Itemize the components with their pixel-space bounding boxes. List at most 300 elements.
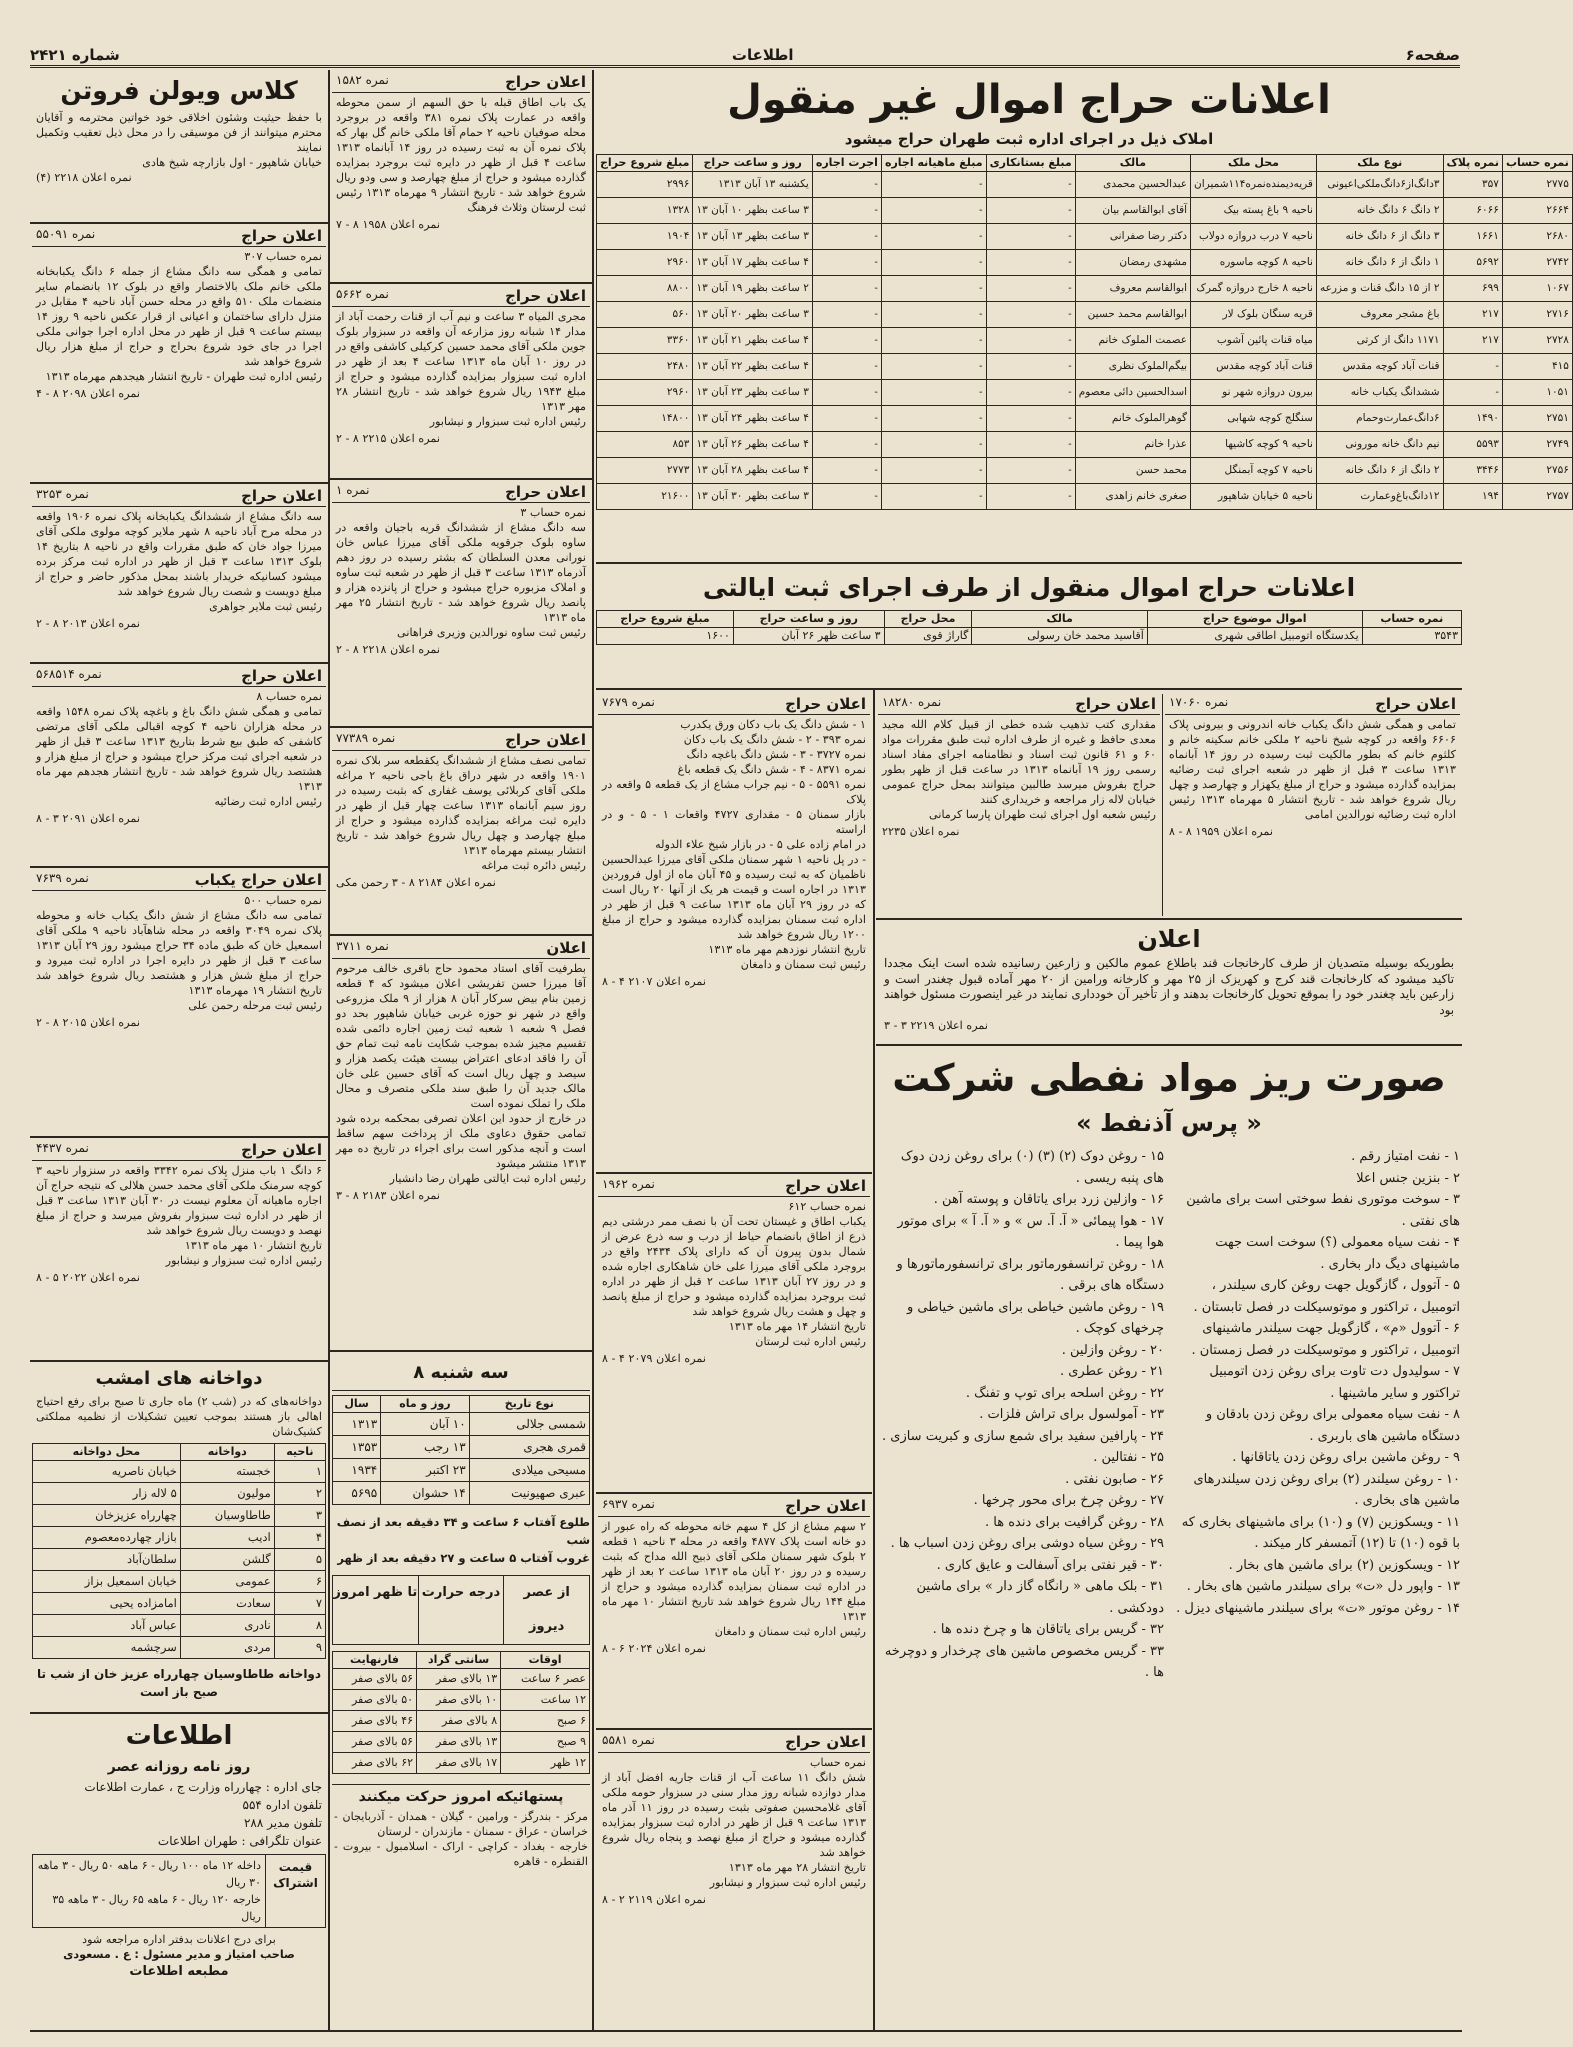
- table-row: [33, 1505, 326, 1527]
- realestate-cell: -: [812, 276, 881, 302]
- table-row: [597, 198, 1573, 224]
- realestate-header: روز و ساعت حراج: [693, 155, 812, 172]
- ad-a1: اعلان حراج نمره ۵۵۰۹۱ نمره حساب ۳۰۷ تمامی و همگی سه دانگ مشاع از جمله ۶ دانگ یکبابخانه ملکی خانم ملک بالاختصار واقع در بلوک ۱۲ بانضمام سایر منضمات ملک ۵۱۰ واقع در محله حسن آباد ناحیه ۴ مقابل در منزل دارای ساختمان و اعیانی از قرار عکس ناحیه ۹ روز ۱۴ بیستم ساعت ۹ قبل از ظهر در محل اداره اجرا جوانی ملکی اجرا در جای خود شروع بحراج و حراج از مبلغ هزار ریال شروع خواهد شد رئیس اداره ثبت طهران - تاریخ انتشار هیجدهم مهرماه ۱۳۱۳ نمره اعلان ۲۰۹۸ ۸ - ۴: [32, 226, 326, 478]
- pharmacy-header: ناحیه: [274, 1444, 325, 1461]
- pharmacy-cell: سلطان‌آباد: [33, 1549, 181, 1571]
- table-row: [333, 1413, 590, 1436]
- movable-cell: ۳ ساعت ظهر ۲۶ آبان: [733, 628, 884, 645]
- table-row: [33, 1637, 326, 1659]
- pharmacy-cell: خیابان اسمعیل بزاز: [33, 1571, 181, 1593]
- movable-header: روز و ساعت حراج: [733, 611, 884, 628]
- realestate-cell: عذرا خانم: [1075, 432, 1190, 458]
- realestate-cell: ۲۷۷۵: [1502, 172, 1572, 198]
- realestate-cell: ۶۰۶۶: [1443, 198, 1502, 224]
- ad-c2: اعلان حراج نمره ۱۸۲۸۰ مقداری کتب تذهیب شده خطی از قبیل کلام الله مجید معدی حافظ و غیره از طرف اداره ثبت طبق مقررات مواد ۶۰ و ۶۱ قانون ثبت اسناد و نظامنامه اجرای مفاد اسناد رسمی روز ۱۹ آبانماه ۱۳۱۳ در ساعت قبل از ظهر بطور حراج بفروش میرسد طالبین میتوانند بمحل حراج عمومی خیابان لاله زار مراجعه و خریداری کنند رئیس شعبه اول اجرای ثبت طهران پارسا کرمانی نمره اعلان ۲۲۳۵: [878, 694, 1160, 916]
- realestate-cell: ۲۴۸۰: [597, 354, 693, 380]
- realestate-section: [596, 72, 1569, 562]
- table-row: [333, 1753, 590, 1774]
- temperature-header: اوقات: [501, 1652, 590, 1669]
- ad-c6: اعلان حراج نمره ۶۹۳۷ ۲ سهم مشاع از کل ۴ سهم خانه محوطه که راه عبور از دو خانه است پلاک ۴۸۷۷ واقعه در محله ۳ ناحیه ۱ قطعه ۲ بلوک شهر سمنان ملکی آقای ذبیح الله مداح که بثبت رسیده و در روز ۲۰ آبان ماه ۱۳۱۳ ساعت ۲ بعد از ظهر در اداره ثبت سمنان بمزایده گذارده میشود و حراج از مبلغ ۱۴۴ ریال شروع خواهد شد تاریخ انتشار ۱۰ مهر ماه ۱۳۱۳ رئیس اداره ثبت سمنان و دامغان نمره اعلان ۲۰۲۴ ۶ - ۸: [598, 1496, 870, 1724]
- ad-a4: اعلان حراج یکباب نمره ۷۶۳۹ نمره حساب ۵۰۰ تمامی سه دانگ مشاع از شش دانگ یکباب خانه و محوطه پلاک نمره ۳۰۴۹ واقعه در محله شاهآباد ناحیه ۹ ملکی آقای اسمعیل خان که طبق ماده ۳۴ حراج میشود روز ۲۹ آبان ۱۳۱۳ ساعت ۳ قبل از ظهر در دایره اجرا در اداره ثبت میرود و حراج از مبلغ شش هزار و هشتصد ریال شروع خواهد شد تاریخ انتشار ۱۹ مهرماه ۱۳۱۳ رئیس ثبت مرحله رحمن علی نمره اعلان ۲۰۱۵ ۸ - ۲: [32, 870, 326, 1132]
- ad-violin: [32, 72, 326, 220]
- realestate-cell: ۲۱۶۰۰: [597, 484, 693, 510]
- realestate-cell: -: [881, 484, 986, 510]
- temperature-cell: ۹ صبح: [501, 1732, 590, 1753]
- ad-a1-body: نمره حساب ۳۰۷ تمامی و همگی سه دانگ مشاع از جمله ۶ دانگ یکبابخانه ملکی خانم ملک بالاختصار واقع در بلوک ۱۲ بانضمام سایر منضمات ملک ۵۱۰ واقع در محله حسن آباد ناحیه ۴ مقابل در منزل دارای ساختمان و اعیانی از قرار عکس ناحیه ۹ روز ۱۴ بیستم ساعت ۹ قبل از ظهر در محل اداره اجرا جوانی ملکی اجرا در جای خود شروع بحراج و حراج از مبلغ هزار ریال شروع خواهد شد رئیس اداره ثبت طهران - تاریخ انتشار هیجدهم مهرماه ۱۳۱۳: [36, 250, 323, 383]
- ad-c7-no: نمره اعلان ۲۱۱۹ ۲ - ۸: [602, 1893, 706, 1906]
- info-note: برای درج اعلانات بدفتر اداره مراجعه شود: [82, 1933, 276, 1946]
- realestate-cell: قریه‌دیمنده‌نمره۱۱۴‌شمیران: [1191, 172, 1317, 198]
- pharmacy-title: دواخانه های امشب: [95, 1368, 263, 1389]
- ad-b2-body: مجری المیاه ۳ ساعت و نیم آب از قنات رحمت آباد از مدار ۱۴ شبانه روز مزارعه آن واقعه در سبزوار بلوک جوین ملکی آقای محمد حسین کرکیلی کاشفی واقع در در روز ۱۰ آبان ماه ۱۳۱۳ ساعت ۴ بعد از ظهر در اداره ثبت سبزوار بمزایده گذارده میشود و حراج از مبلغ ۱۹۴۳ ریال شروع خواهد شد - تاریخ انتشار ۲۸ مهر ۱۳۱۳ رئیس اداره ثبت سبزوار و نیشابور: [336, 310, 586, 428]
- realestate-cell: -: [986, 432, 1075, 458]
- realestate-cell: قنات آباد کوچه مقدس: [1191, 354, 1317, 380]
- table-row: [333, 1711, 590, 1732]
- table-row: [333, 1436, 590, 1459]
- realestate-cell: ۴ ساعت بظهر ۱۷ آبان ۱۳: [693, 250, 812, 276]
- temperature-cell: ۱۲ ظهر: [501, 1753, 590, 1774]
- ad-c5-body: نمره حساب ۶۱۲ یکباب اطاق و غیستان تحت آن با نصف ممر درشتی دیم ذرع از اطاق بانضمام حیاط از درب و سه ذرع عرض از شمال بدون پیرون آن که دارای پلاک ۲۴۳۴ واقع در بروجرد ملکی آقای میرزا علی خان شاهکاری اجاره شده و در روز ۲۷ آبان ۱۳۱۳ ساعت ۲ قبل از ظهر در اداره ثبت بروجرد بمزایده گذارده میشود و حراج از مبلغ پانصد و چهل و هشت ریال شروع خواهد شد تاریخ انتشار ۱۴ مهر ماه ۱۳۱۳ رئیس اداره ثبت لرستان: [602, 1200, 867, 1348]
- calendar-cell: شمسی جلالی: [469, 1413, 589, 1436]
- realestate-cell: ۲۹۶۰: [597, 250, 693, 276]
- pharmacy-cell: ۹: [274, 1637, 325, 1659]
- oil-subtitle: « پرس آذنفط »: [1076, 1109, 1262, 1137]
- realestate-cell: ۱۲دانگ‌باغ‌و‌عمارت: [1316, 484, 1443, 510]
- realestate-cell: -: [986, 328, 1075, 354]
- movable-header: اموال موضوع حراج: [1147, 611, 1362, 628]
- realestate-cell: بیرون دروازه شهر نو: [1191, 380, 1317, 406]
- pharmacy-cell: عمومی: [180, 1571, 274, 1593]
- oil-list-left: ۱۵ - روغن دوک (۲) (۳) (۰) برای روغن زدن دوک های پنبه ریسی . ۱۶ - وازلین زرد برای یاتاقان و پوسته آهن . ۱۷ - هوا پیمائی « آ. آ. س » و « آ. آ » برای موتور هوا پیما . ۱۸ - روغن ترانسفورماتور برای ترانسفورماتورها و دستگاه های برقی . ۱۹ - روغن ماشین خیاطی برای ماشین خیاطی و چرخهای کوچک . ۲۰ - روغن وازلین . ۲۱ - روغن عطری . ۲۲ - روغن اسلحه برای توپ و تفنگ . ۲۳ - آمولسول برای تراش فلزات . ۲۴ - پارافین سفید برای شمع سازی و کبریت سازی . ۲۵ - نفتالین . ۲۶ - صابون نفتی . ۲۷ - روغن چرخ برای محور چرخها . ۲۸ - روغن گرافیت برای دنده ها . ۲۹ - روغن سیاه دوشی برای روغن زدن اسباب ها . ۳۰ - قیر نفتی برای آسفالت و عایق کاری . ۳۱ - بلک ماهی « رانگاه گاز دار » برای ماشین دودکشی . ۳۲ - گریس برای یاتاقان ها و چرخ دنده ها . ۳۳ - گریس مخصوص ماشین های چرخدار و دوچرخه ها .: [882, 1149, 1164, 1680]
- ad-b3-body: نمره حساب ۳ سه دانگ مشاع از ششدانگ قریه باجیان واقعه در ساوه بلوک جرقویه ملکی آقای میرزا عباس خان نورانی معدن السلطان که بشتر رسیده در روز دهم آذرماه ۱۳۱۳ ساعت ۳ قبل از ظهر در شعبه ثبت ساوه و املاک مزبوره حراج میشود و حراج از پانزده هزار و پانصد ریال شروع خواهد شد - تاریخ انتشار ۲۵ مهر ماه ۱۳۱۳ رئیس ثبت ساوه نورالدین وزیری فراهانی: [336, 506, 587, 639]
- table-row: [597, 302, 1573, 328]
- ad-b4: اعلان حراج نمره ۷۷۳۸۹ تمامی نصف مشاع از ششدانگ یکقطعه سر بلاک نمره ۱۹۰۱ واقعه در شهر دراق باغ باجی ناحیه ۲ مراغه ملکی آقای کربلائی یوسف غفاری که بثبت رسیده در روز سیم آبانماه ۱۳۱۳ ساعت چهار قبل از ظهر در دایره ثبت مراغه بمزایده گذارده میشود و حراج از مبلغ چهارصد و چهل ریال شروع خواهد شد - تاریخ انتشار بیستم مهرماه ۱۳۱۳ رئیس دائره ثبت مراغه نمره اعلان ۲۱۸۴ ۸ - ۳ رحمن مکی: [332, 730, 590, 930]
- pharmacy-cell: ۵ لاله زار: [33, 1483, 181, 1505]
- pharmacy-cell: بازار چهارده‌معصوم: [33, 1527, 181, 1549]
- calendar-cell: ۱۳ رجب: [381, 1436, 469, 1459]
- calendar-header: روز و ماه: [381, 1396, 469, 1413]
- temperature-cell: ۴۶ بالای صفر: [333, 1711, 417, 1732]
- realestate-cell: -: [812, 484, 881, 510]
- ad-a5-no: نمره اعلان ۲۰۲۲ ۵ - ۸: [36, 1271, 140, 1284]
- ad-a3-body: نمره حساب ۸ تمامی و همگی شش دانگ باغ و باغچه پلاک نمره ۱۵۴۸ واقعه در محله هزاران ناحیه ۴ کوچه اقبالی ملکی آقای مرتضی کاشفی که طبق بیع شرط بتاریخ ۱۳۱۳ ساعت ۳ قبل از ظهر در شعبه اجرای ثبت مرکز حراج میشود و حراج از مبلغ هزار و هشتصد ریال شروع خواهد شد - تاریخ انتشار هجدهم مهر ماه ۱۳۱۳ رئیس اداره ثبت رضائیه: [36, 690, 323, 808]
- temperature-cell: ۵۰ بالای صفر: [333, 1690, 417, 1711]
- ad-c6-no: نمره اعلان ۲۰۲۴ ۶ - ۸: [602, 1642, 706, 1655]
- violin-no: نمره اعلان ۲۲۱۸ (۴): [36, 171, 132, 184]
- realestate-cell: ۱ دانگ از ۶ دانگ خانه: [1316, 250, 1443, 276]
- ad-c2-body: مقداری کتب تذهیب شده خطی از قبیل کلام الله مجید معدی حافظ و غیره از طرف اداره ثبت طبق مقررات مواد ۶۰ و ۶۱ قانون ثبت اسناد و نظامنامه اجرای مفاد اسناد رسمی روز ۱۹ آبانماه ۱۳۱۳ در ساعت قبل از ظهر بطور حراج بفروش میرسد طالبین میتوانند بمحل حراج عمومی خیابان لاله زار مراجعه و خریداری کنند رئیس شعبه اول اجرای ثبت طهران پارسا کرمانی: [882, 718, 1157, 821]
- ad-b5: اعلان نمره ۳۷۱۱ بطرفیت آقای استاد محمود حاج باقری خالف مرحوم آقا میرزا حسن تفریشی اعلان میشود که ۴ قطعه زمین بنام بیض سرکار آبان ۸ هزار از ۹ ملک مزروعی واقع در شهر نو حوزه غربی خیابان شاهپور بحد دو فصل ۹ شعبه ۱ شعبه ثبت زمین اجاره دائمی شده تقسیم مجیز شده بموجب شکایت نامه ثبت تمام حق آن را فاقد ادعای اعتراض بیست هیئت یکصد هزار و سیصد و چهل ریال است که آقای حسین علی خان مالک جدید آن را طبق سند ملکی متصرف و محال ملک را تملک نموده است در خارج از حدود این اعلان تصرفی بمحکمه برده شود تمامی حقوق دعاوی ملک از پرداخت سهم ساقط است و آنچه مذکور است برای اجراء در تاریخ ده مهر ۱۳۱۳ منتشر میشود رئیس اداره ثبت ایالتی طهران رضا دانشیار نمره اعلان ۲۱۸۳ ۸ - ۳: [332, 938, 590, 1346]
- table-row: [597, 250, 1573, 276]
- pharmacy-cell: ۳: [274, 1505, 325, 1527]
- pharmacy-footer: دواخانه طاطاوسیان چهارراه عزیز خان از شب تا صبح باز است: [36, 1667, 322, 1699]
- movable-cell: آقاسید محمد خان رسولی: [972, 628, 1147, 645]
- table-row: [333, 1459, 590, 1482]
- realestate-cell: ۳ دانگ از ۶ دانگ خانه: [1316, 224, 1443, 250]
- oil-section: [878, 1050, 1460, 2030]
- realestate-cell: ۲۶۶۴: [1502, 198, 1572, 224]
- realestate-cell: ۶۹۹: [1443, 276, 1502, 302]
- price-line: خارجه ۱۲۰ ریال - ۶ ماهه ۶۵ ریال - ۳ ماهه ۳۵ ریال: [52, 1893, 261, 1923]
- pharmacy-cell: سرچشمه: [33, 1637, 181, 1659]
- movable-cell: ۱۶۰۰: [597, 628, 734, 645]
- temperature-cell: عصر ۶ ساعت: [501, 1669, 590, 1690]
- table-row: [597, 172, 1573, 198]
- movable-title: اعلانات حراج اموال منقول از طرف اجرای ثبت ایالتی: [702, 573, 1356, 602]
- realestate-cell: -: [986, 198, 1075, 224]
- realestate-cell: ۴۱۵: [1502, 354, 1572, 380]
- table-row: [597, 224, 1573, 250]
- realestate-cell: -: [812, 458, 881, 484]
- realestate-cell: ۵۶۰: [597, 302, 693, 328]
- info-line: تلفون مدیر ۲۸۸: [243, 1816, 322, 1830]
- pharmacy-cell: چهارراه عزیزخان: [33, 1505, 181, 1527]
- realestate-subtitle: املاک ذیل در اجرای اداره ثبت طهران حراج میشود: [844, 130, 1214, 148]
- calendar-box: [332, 1356, 590, 2030]
- ad-b3-no: نمره اعلان ۲۲۱۸ ۸ - ۲: [336, 643, 440, 656]
- info-sub: روز نامه روزانه عصر: [107, 1759, 251, 1775]
- realestate-header: نوع ملک: [1316, 155, 1443, 172]
- pharmacy-cell: سعادت: [180, 1593, 274, 1615]
- price-line: داخله ۱۲ ماه ۱۰۰ ریال - ۶ ماهه ۵۰ ریال - ۳ ماهه ۳۰ ریال: [37, 1859, 261, 1889]
- realestate-header: مبلغ بستانکاری: [986, 155, 1075, 172]
- ad-a3-no: نمره اعلان ۲۰۹۱ ۳ - ۸: [36, 812, 140, 825]
- realestate-cell: ۳ ساعت بظهر ۳۰ آبان ۱۳: [693, 484, 812, 510]
- realestate-cell: -: [986, 380, 1075, 406]
- table-row: [597, 432, 1573, 458]
- info-press: مطبعه اطلاعات: [129, 1964, 229, 1979]
- realestate-cell: -: [812, 198, 881, 224]
- sunrise: طلوع آفتاب ۶ ساعت و ۳۴ دقیقه بعد از نصف شب: [336, 1515, 590, 1547]
- ad-b3: اعلان حراج نمره ۱ نمره حساب ۳ سه دانگ مشاع از ششدانگ قریه باجیان واقعه در ساوه بلوک جرقویه ملکی آقای میرزا عباس خان نورانی معدن السلطان که بشتر رسیده در روز دهم آذرماه ۱۳۱۳ ساعت ۳ قبل از ظهر در شعبه ثبت ساوه و املاک مزبوره حراج میشود و حراج از پانزده هزار و پانصد ریال شروع خواهد شد - تاریخ انتشار ۲۵ مهر ماه ۱۳۱۳ رئیس ثبت ساوه نورالدین وزیری فراهانی نمره اعلان ۲۲۱۸ ۸ - ۲: [332, 482, 590, 722]
- temp-box-3: تا ظهر امروز: [333, 1585, 418, 1600]
- realestate-cell: -: [812, 432, 881, 458]
- pharmacy-intro: دواخانه‌های که در (شب ۲) ماه جاری تا صبح برای رفع احتیاج اهالی باز هستند بموجب تعیین تشکیلات از نظمیه مملکتی کشیک‌شان: [36, 1395, 322, 1438]
- realestate-cell: نیم دانگ خانه مورونی: [1316, 432, 1443, 458]
- realestate-cell: ۳ ساعت بظهر ۲۰ آبان ۱۳: [693, 302, 812, 328]
- realestate-cell: ۲۷۵۷: [1502, 484, 1572, 510]
- realestate-cell: -: [881, 302, 986, 328]
- realestate-cell: ۲۷۷۳: [597, 458, 693, 484]
- temp-box-2: درجه حرارت: [418, 1576, 504, 1644]
- realestate-cell: ششدانگ یکباب خانه: [1316, 380, 1443, 406]
- realestate-cell: -: [1443, 354, 1502, 380]
- ad-c5: اعلان حراج نمره ۱۹۶۲ نمره حساب ۶۱۲ یکباب اطاق و غیستان تحت آن با نصف ممر درشتی دیم ذرع از اطاق بانضمام حیاط از درب و سه ذرع عرض از شمال بدون پیرون آن که دارای پلاک ۲۴۳۴ واقع در بروجرد ملکی آقای میرزا علی خان شاهکاری اجاره شده و در روز ۲۷ آبان ۱۳۱۳ ساعت ۲ قبل از ظهر در اداره ثبت بروجرد بمزایده گذارده میشود و حراج از مبلغ پانصد و چهل و هشت ریال شروع خواهد شد تاریخ انتشار ۱۴ مهر ماه ۱۳۱۳ رئیس اداره ثبت لرستان نمره اعلان ۲۰۷۹ ۴ - ۸: [598, 1176, 870, 1488]
- ad-a2: اعلان حراج نمره ۳۲۵۳ سه دانگ مشاع از ششدانگ یکبابخانه پلاک نمره ۱۹۰۶ واقعه در محله مرح آباد ناحیه ۸ شهر ملایر کوچه مولوی ملکی آقای میرزا جواد خان که طبق مقررات واقع در ناحیه ۸ بتاریخ ۱۴ بلوک ۱۳۱۳ ساعت ۳ قبل از ظهر در اداره ثبت مرکز برده میشود کسانیکه خریدار باشند بمحل مذکور حاضر و حراج از مبلغ دویست و شصت ریال شروع خواهد شد رئیس ثبت ملایر جواهری نمره اعلان ۲۰۱۳ ۸ - ۲: [32, 486, 326, 658]
- pharmacy-cell: ۷: [274, 1593, 325, 1615]
- realestate-cell: ۱۶۶۱: [1443, 224, 1502, 250]
- table-row: [597, 406, 1573, 432]
- pharmacy-cell: مردی: [180, 1637, 274, 1659]
- temperature-cell: ۸ بالای صفر: [417, 1711, 501, 1732]
- realestate-cell: میاه قنات پائین آشوب: [1191, 328, 1317, 354]
- table-row: [597, 276, 1573, 302]
- temperature-cell: ۱۷ بالای صفر: [417, 1753, 501, 1774]
- info-title: اطلاعات: [125, 1721, 233, 1751]
- realestate-cell: ۸۵۳: [597, 432, 693, 458]
- temperature-cell: ۱۳ بالای صفر: [417, 1669, 501, 1690]
- realestate-cell: ۵۶۹۲: [1443, 250, 1502, 276]
- realestate-cell: ۲ ساعت بظهر ۱۹ آبان ۱۳: [693, 276, 812, 302]
- realestate-header: محل ملک: [1191, 155, 1317, 172]
- temperature-header: سانتی گراد: [417, 1652, 501, 1669]
- table-row: [33, 1549, 326, 1571]
- ad-b1-body: یک باب اطاق قبله با حق السهم از سمن محوطه واقعه در عمارت پلاک نمره ۳۸۱ واقعه در بروجرد محله صوفیان ناحیه ۲ حمام آقا ملکی خانم گل بهار که پلاک نمره آن به ثبت رسیده در روز ۱۴ آبانماه ۱۳۱۳ ساعت ۴ قبل از ظهر در دایره ثبت بروجرد بمزایده گذارده میشود و حراج از مبلغ چهارصد و سی ودو ریال شروع خواهد شد - تاریخ انتشار ۹ مهرماه ۱۳۱۳ رئیس ثبت لرستان وثلاث فرهنگ: [336, 96, 587, 214]
- realestate-cell: ۲۷۵۱: [1502, 406, 1572, 432]
- realestate-cell: محمد حسن: [1075, 458, 1190, 484]
- realestate-cell: -: [881, 380, 986, 406]
- info-owner: صاحب امتیاز و مدیر مسئول : ع . مسعودی: [63, 1948, 295, 1961]
- realestate-cell: -: [812, 406, 881, 432]
- realestate-cell: -: [986, 406, 1075, 432]
- realestate-header: نمره پلاک: [1443, 155, 1502, 172]
- pharmacy-box: [32, 1364, 326, 1708]
- ad-c1: اعلان حراج نمره ۱۷۰۶۰ تمامی و همگی شش دانگ یکباب خانه اندرونی و بیرونی پلاک ۶۶۰۶ واقعه در کوچه شیخ ناحیه ۲ ملکی خانم سکینه خانم و کلثوم خانم که بطور مالکیت ثبت رسیده در روز ۱۴ آبانماه ۱۳۱۳ ساعت ۳ قبل از ظهر در شعبه اجرای ثبت رضائیه بمزایده گذارده میشود و حراج از مبلغ یکهزار و چهارصد و چهل ریال شروع خواهد شد - تاریخ انتشار ۵ مهرماه ۱۳۱۳ رئیس اداره ثبت رضائیه نورالدین امامی نمره اعلان ۱۹۵۹ ۸ - ۸: [1165, 694, 1460, 916]
- calendar-header: نوع تاریخ: [469, 1396, 589, 1413]
- ad-c7: اعلان حراج نمره ۵۵۸۱ نمره حساب شش دانگ ۱۱ ساعت آب از قنات جاریه افضل آباد از مدار دوازده شبانه روز مدار سنی در سبزوار حومه ملکی آقای غلامحسین صفوتی بثبت رسیده در روز ۱۱ آذر ماه ۱۳۱۳ ساعت ۹ قبل از ظهر در اداره ثبت سبزوار بمزایده گذارده میشود و حراج از مبلغ نهصد و پنجاه ریال شروع خواهد شد تاریخ انتشار ۲۸ مهر ماه ۱۳۱۳ رئیس اداره ثبت سبزوار و نیشابور نمره اعلان ۲۱۱۹ ۲ - ۸: [598, 1732, 870, 2030]
- calendar-cell: عبری صهیونیت: [469, 1482, 589, 1505]
- temperature-table: [332, 1651, 590, 1774]
- info-lines: [32, 1778, 326, 1850]
- realestate-cell: ۲۶۸۰: [1502, 224, 1572, 250]
- realestate-table: [596, 154, 1573, 510]
- ad-c1-body: تمامی و همگی شش دانگ یکباب خانه اندرونی و بیرونی پلاک ۶۶۰۶ واقعه در کوچه شیخ ناحیه ۲ ملکی خانم سکینه خانم و کلثوم خانم که بطور مالکیت ثبت رسیده در روز ۱۴ آبانماه ۱۳۱۳ ساعت ۳ قبل از ظهر در شعبه اجرای ثبت رضائیه بمزایده گذارده میشود و حراج از مبلغ یکهزار و چهارصد و چهل ریال شروع خواهد شد - تاریخ انتشار ۵ مهرماه ۱۳۱۳ رئیس اداره ثبت رضائیه نورالدین امامی: [1169, 718, 1457, 821]
- realestate-cell: ناحیه ۷ کوچه آبمنگل: [1191, 458, 1317, 484]
- info-line: تلفون اداره ۵۵۴: [242, 1798, 322, 1812]
- ad-c5-no: نمره اعلان ۲۰۷۹ ۴ - ۸: [602, 1352, 706, 1365]
- table-row: [33, 1461, 326, 1483]
- ad-b1-no: نمره اعلان ۱۹۵۸ ۸ - ۷: [336, 218, 440, 231]
- calendar-cell: قمری هجری: [469, 1436, 589, 1459]
- realestate-cell: قنات آباد کوچه مقدس: [1316, 354, 1443, 380]
- ad-a5: اعلان حراج نمره ۴۴۳۷ ۶ دانگ ۱ باب منزل پلاک نمره ۳۳۴۲ واقعه در سنزوار ناحیه ۳ کوچه سرمنک ملکی آقای محمد حسن هلالی که نتیجه حراج آن اجاره ماهیانه آن معلوم نیست در ۳۰ آبان ۱۳۱۳ ساعت ۳ قبل از ظهر در اداره ثبت سبزوار بفروش میرسد و حراج از مبلغ نهصد و دویست ریال شروع خواهد شد تاریخ انتشار ۱۰ مهر ماه ۱۳۱۳ رئیس اداره ثبت سبزوار و نیشابور نمره اعلان ۲۰۲۲ ۵ - ۸: [32, 1140, 326, 1356]
- page-number: صفحه۶: [1405, 45, 1460, 64]
- pharmacy-cell: ۶: [274, 1571, 325, 1593]
- temperature-cell: ۶ صبح: [501, 1711, 590, 1732]
- calendar-header: سال: [333, 1396, 381, 1413]
- temperature-cell: ۶۲ بالای صفر: [333, 1753, 417, 1774]
- realestate-cell: ۱۱۷۱ دانگ از کرتی: [1316, 328, 1443, 354]
- ad-a2-no: نمره اعلان ۲۰۱۳ ۸ - ۲: [36, 617, 140, 630]
- realestate-cell: ۱۳۲۸: [597, 198, 693, 224]
- realestate-cell: ناحیه ۹ باغ پسته بیک: [1191, 198, 1317, 224]
- realestate-cell: -: [986, 276, 1075, 302]
- ad-b5-body: بطرفیت آقای استاد محمود حاج باقری خالف مرحوم آقا میرزا حسن تفریشی اعلان میشود که ۴ قطعه زمین بنام بیض سرکار آبان ۸ هزار از ۹ ملک مزروعی واقع در شهر نو حوزه غربی خیابان شاهپور بحد دو فصل ۹ شعبه ۱ شعبه ثبت زمین اجاره دائمی شده تقسیم مجیز شده بموجب شکایت نامه ثبت تمام حق آن را فاقد ادعای اعتراض بیست هیئت یکصد هزار و سیصد و چهل ریال است که آقای حسین علی خان مالک جدید آن را طبق سند ملکی متصرف و محال ملک را تملک نموده است در خارج از حدود این اعلان تصرفی بمحکمه برده شود تمامی حقوق دعاوی ملک از پرداخت سهم ساقط است و آنچه مذکور است برای اجراء در تاریخ ده مهر ۱۳۱۳ منتشر میشود رئیس اداره ثبت ایالتی طهران رضا دانشیار: [336, 962, 587, 1185]
- realestate-cell: ناحیه ۷ درب دروازه دولاب: [1191, 224, 1317, 250]
- realestate-cell: گوهرالملوک خانم: [1075, 406, 1190, 432]
- calendar-cell: ۱۹۳۴: [333, 1459, 381, 1482]
- realestate-cell: ۵۵۹۳: [1443, 432, 1502, 458]
- realestate-cell: -: [812, 354, 881, 380]
- realestate-cell: -: [881, 328, 986, 354]
- movable-header: محل حراج: [884, 611, 972, 628]
- realestate-cell: ۸۸۰۰: [597, 276, 693, 302]
- realestate-cell: ۱۰۵۱: [1502, 380, 1572, 406]
- table-row: [333, 1482, 590, 1505]
- temperature-cell: ۱۰ بالای صفر: [417, 1690, 501, 1711]
- ad-b2: اعلان حراج نمره ۵۶۶۲ مجری المیاه ۳ ساعت و نیم آب از قنات رحمت آباد از مدار ۱۴ شبانه روز مزارعه آن واقعه در سبزوار بلوک جوین ملکی آقای محمد حسین کرکیلی کاشفی واقع در در روز ۱۰ آبان ماه ۱۳۱۳ ساعت ۴ بعد از ظهر در اداره ثبت سبزوار بمزایده گذارده میشود و حراج از مبلغ ۱۹۴۳ ریال شروع خواهد شد - تاریخ انتشار ۲۸ مهر ۱۳۱۳ رئیس اداره ثبت سبزوار و نیشابور نمره اعلان ۲۲۱۵ ۸ - ۲: [332, 286, 590, 474]
- realestate-header: اجرت اجاره: [812, 155, 881, 172]
- calendar-table: [332, 1395, 590, 1505]
- ad-b5-no: نمره اعلان ۲۱۸۳ ۸ - ۳: [336, 1189, 440, 1202]
- ad-b1: اعلان حراج نمره ۱۵۸۲ یک باب اطاق قبله با حق السهم از سمن محوطه واقعه در عمارت پلاک نمره ۳۸۱ واقعه در بروجرد محله صوفیان ناحیه ۲ حمام آقا ملکی خانم گل بهار که پلاک نمره آن به ثبت رسیده در روز ۱۴ آبانماه ۱۳۱۳ ساعت ۴ قبل از ظهر در دایره ثبت بروجرد بمزایده گذارده میشود و حراج از مبلغ چهارصد و سی ودو ریال شروع خواهد شد - تاریخ انتشار ۹ مهرماه ۱۳۱۳ رئیس ثبت لرستان وثلاث فرهنگ نمره اعلان ۱۹۵۸ ۸ - ۷: [332, 72, 590, 280]
- realestate-cell: ۲ دانگ ۶ دانگ خانه: [1316, 198, 1443, 224]
- realestate-cell: ۲ دانگ از ۶ دانگ خانه: [1316, 458, 1443, 484]
- realestate-cell: بیگم‌الملوک نظری: [1075, 354, 1190, 380]
- realestate-cell: -: [881, 198, 986, 224]
- table-row: [33, 1615, 326, 1637]
- pharmacy-header: دواخانه: [180, 1444, 274, 1461]
- ad-a1-no: نمره اعلان ۲۰۹۸ ۸ - ۴: [36, 387, 140, 400]
- realestate-cell: ۲۷۲۸: [1502, 328, 1572, 354]
- ad-c3: [878, 922, 1460, 1040]
- realestate-cell: -: [986, 354, 1075, 380]
- realestate-cell: ۳ ساعت بظهر ۱۰ آبان ۱۳: [693, 198, 812, 224]
- info-line: جای اداره : چهارراه وزارت ج ، عمارت اطلاعات: [84, 1780, 322, 1794]
- realestate-cell: -: [986, 172, 1075, 198]
- realestate-cell: ۱۰۶۷: [1502, 276, 1572, 302]
- ad-c7-body: نمره حساب شش دانگ ۱۱ ساعت آب از قنات جاریه افضل آباد از مدار دوازده شبانه روز مدار سنی در سبزوار حومه ملکی آقای غلامحسین صفوتی بثبت رسیده در روز ۱۱ آذر ماه ۱۳۱۳ ساعت ۹ قبل از ظهر در اداره ثبت سبزوار بمزایده گذارده میشود و حراج از مبلغ نهصد و پنجاه ریال شروع خواهد شد تاریخ انتشار ۲۸ مهر ماه ۱۳۱۳ رئیس اداره ثبت سبزوار و نیشابور: [602, 1756, 866, 1889]
- pharmacy-cell: ۴: [274, 1527, 325, 1549]
- pharmacy-cell: ۸: [274, 1615, 325, 1637]
- weekday-title: سه شنبه ۸: [332, 1356, 590, 1391]
- table-row: [597, 458, 1573, 484]
- table-row: [33, 1527, 326, 1549]
- pharmacy-cell: ۵: [274, 1549, 325, 1571]
- calendar-cell: ۱۴ حشوان: [381, 1482, 469, 1505]
- realestate-cell: ابوالقاسم معروف: [1075, 276, 1190, 302]
- realestate-cell: -: [812, 250, 881, 276]
- post-body: مرکز - بندرگز - ورامین - گیلان - همدان - آذربایجان - خراسان - عراق - سمنان - مازندران - لرستان خارجه - بغداد - کراچی - اراک - اسلامبول - بیروت - القنطره - قاهره: [334, 1810, 588, 1868]
- calendar-cell: ۲۳ اکتبر: [381, 1459, 469, 1482]
- realestate-cell: قریه سنگان بلوک لار: [1191, 302, 1317, 328]
- realestate-cell: ناحیه ۵ خیابان شاهپور: [1191, 484, 1317, 510]
- realestate-cell: -: [881, 406, 986, 432]
- realestate-cell: عبدالحسین محمدی: [1075, 172, 1190, 198]
- realestate-cell: -: [812, 172, 881, 198]
- realestate-cell: اسدالحسین دائی معصوم: [1075, 380, 1190, 406]
- violin-body: با حفظ حیثیت وشئون اخلاقی خود خواتین محترمه و آقایان محترم میتوانند از فن‌ موسیقی را در محل ذیل تعقیب وتکمیل نمایند خیابان شاهپور - اول بازارچه شیخ هادی: [36, 111, 322, 169]
- pharmacy-header: محل دواخانه: [33, 1444, 181, 1461]
- realestate-cell: ناحیه ۸ کوچه ماسوره: [1191, 250, 1317, 276]
- realestate-cell: -: [986, 458, 1075, 484]
- realestate-cell: ۳۵۷: [1443, 172, 1502, 198]
- realestate-cell: -: [986, 484, 1075, 510]
- ad-a5-body: ۶ دانگ ۱ باب منزل پلاک نمره ۳۳۴۲ واقعه در سنزوار ناحیه ۳ کوچه سرمنک ملکی آقای محمد حسن هلالی که نتیجه حراج آن اجاره ماهیانه آن معلوم نیست در ۳۰ آبان ۱۳۱۳ ساعت ۳ قبل از ظهر در اداره ثبت سبزوار بفروش میرسد و حراج از مبلغ نهصد و دویست ریال شروع خواهد شد تاریخ انتشار ۱۰ مهر ماه ۱۳۱۳ رئیس اداره ثبت سبزوار و نیشابور: [36, 1164, 322, 1267]
- realestate-cell: ۱۹۰۴: [597, 224, 693, 250]
- temperature-header: فارنهایت: [333, 1652, 417, 1669]
- movable-table: [596, 610, 1462, 645]
- table-row: [597, 380, 1573, 406]
- temperature-cell: ۱۲ ساعت: [501, 1690, 590, 1711]
- info-line: عنوان تلگرافی : طهران اطلاعات: [157, 1834, 322, 1848]
- pharmacy-cell: ادیب: [180, 1527, 274, 1549]
- table-row: [597, 354, 1573, 380]
- ad-a3: اعلان حراج نمره ۵۶۸۵۱۴ نمره حساب ۸ تمامی و همگی شش دانگ باغ و باغچه پلاک نمره ۱۵۴۸ واقعه در محله هزاران ناحیه ۴ کوچه اقبالی ملکی آقای مرتضی کاشفی که طبق بیع شرط بتاریخ ۱۳۱۳ ساعت ۳ قبل از ظهر در شعبه اجرای ثبت مرکز حراج میشود و حراج از مبلغ هزار و هشتصد ریال شروع خواهد شد - تاریخ انتشار هجدهم مهر ماه ۱۳۱۳ رئیس اداره ثبت رضائیه نمره اعلان ۲۰۹۱ ۳ - ۸: [32, 666, 326, 862]
- realestate-header: نمره حساب: [1502, 155, 1572, 172]
- table-row: [333, 1690, 590, 1711]
- sunset: غروب آفتاب ۵ ساعت و ۲۷ دقیقه بعد از ظهر: [337, 1551, 590, 1565]
- ad-c4-body: ۱ - شش دانگ یک باب دکان ورق یکدرب نمره ۳۹۳ - ۲ - شش دانگ یک باب دکان نمره ۳۷۲۷ - ۳ - شش دانگ باغچه دانگ نمره ۸۳۷۱ - ۴ - شش دانگ یک قطعه باغ نمره ۵۵۹۱ - ۵ - نیم جراب مشاع از یک قطعه ۵ واقعه در پلاک بازار سمنان ۵ - مقداری ۴۷۲۷ واقعات ۱ - ۵ - و در اراسته در امام زاده علی ۵ - در بازار شیخ علاء الدوله - در پل ناحیه ۱ شهر سمنان ملکی آقای میرزا عبدالحسین ناظمیان که به ثبت رسیده و ۴۵ آبان ماه از اول فروردین ۱۳۱۳ در اجاره است و قیمت هر یک از آنها ۲۰ ریال است که در روز ۲۹ آبان ماه ۱۳۱۳ ساعت ۹ قبل از ظهر در اداره ثبت سمنان بمزایده گذارده میشود و حراج از مبلغ ۱۲۰۰ ریال شروع خواهد شد تاریخ انتشار نوزدهم مهر ماه ۱۳۱۳ رئیس ثبت سمنان و دامغان: [602, 718, 866, 971]
- post-title: پستهائیکه امروز حرکت میکنند: [332, 1784, 590, 1809]
- realestate-cell: -: [881, 432, 986, 458]
- realestate-cell: ۱۴۹۰: [1443, 406, 1502, 432]
- table-row: [333, 1732, 590, 1753]
- realestate-cell: ۱۴۸۰۰: [597, 406, 693, 432]
- ad-b2-no: نمره اعلان ۲۲۱۵ ۸ - ۲: [336, 432, 440, 445]
- realestate-cell: ۴ ساعت بظهر ۲۶ آبان ۱۳: [693, 432, 812, 458]
- price-title: قیمت اشتراک: [265, 1855, 325, 1927]
- info-box: [32, 1716, 326, 2030]
- realestate-cell: ۴ ساعت بظهر ۲۴ آبان ۱۳: [693, 406, 812, 432]
- ad-a4-no: نمره اعلان ۲۰۱۵ ۸ - ۲: [36, 1016, 140, 1029]
- realestate-cell: -: [881, 276, 986, 302]
- realestate-cell: آقای ابوالقاسم بیان: [1075, 198, 1190, 224]
- realestate-cell: -: [812, 224, 881, 250]
- table-row: [333, 1669, 590, 1690]
- temperature-cell: ۵۶ بالای صفر: [333, 1669, 417, 1690]
- realestate-cell: یکشنبه ۱۳ آبان ۱۳۱۳: [693, 172, 812, 198]
- realestate-cell: ناحیه ۹ کوچه کاشیها: [1191, 432, 1317, 458]
- realestate-cell: -: [986, 224, 1075, 250]
- realestate-cell: ابوالقاسم محمد حسین: [1075, 302, 1190, 328]
- oil-list-right: ۱ - نفت امتیاز رقم . ۲ - بنزین جنس اعلا ۳ - سوخت موتوری نفط سوختی است برای ماشین های نفتی . ۴ - نفت سیاه معمولی (؟) سوخت است جهت ماشینهای دیگ دار بخاری . ۵ - آتوول ، گازگویل جهت روغن کاری سیلندر ، اتومبیل ، تراکتور و موتوسیکلت در فصل تابستان . ۶ - آتوول «م» ، گازگویل جهت سیلندر ماشینهای اتومبیل ، تراکتور و موتوسیکلت در فصل زمستان . ۷ - سولیدول دت تاوت برای روغن زدن اتومبیل تراکتور و سایر ماشینها . ۸ - نفت سیاه معمولی برای روغن زدن بادقان و دستگاه ماشین های باربری . ۹ - روغن ماشین برای روغن زدن یاتاقانها . ۱۰ - روغن سیلندر (۲) برای روغن زدن سیلندرهای ماشین های بخاری . ۱۱ - ویسکوزین (۷) و (۱۰) برای ماشینهای بخاری که با قوه (۱۰) تا (۱۲) آتمسفر کار میکند . ۱۲ - ویسکوزین (۲) برای ماشین های بخار . ۱۳ - واپور دل «ت» برای سیلندر ماشین های بخار . ۱۴ - روغن موتور «ت» برای سیلندر ماشینهای دیزل .: [1176, 1149, 1460, 1616]
- realestate-cell: -: [881, 354, 986, 380]
- realestate-cell: ۲۹۶۰: [597, 380, 693, 406]
- calendar-cell: ۱۳۱۳: [333, 1413, 381, 1436]
- pharmacy-cell: خجسته: [180, 1461, 274, 1483]
- realestate-cell: باغ مشجر معروف: [1316, 302, 1443, 328]
- realestate-cell: ۲۷۱۶: [1502, 302, 1572, 328]
- table-row: [597, 484, 1573, 510]
- realestate-cell: -: [812, 380, 881, 406]
- temp-box-1: از عصر دیروز: [503, 1576, 589, 1644]
- movable-section: [596, 566, 1462, 686]
- ad-c1-no: نمره اعلان ۱۹۵۹ ۸ - ۸: [1169, 825, 1273, 838]
- ad-a4-body: نمره حساب ۵۰۰ تمامی سه دانگ مشاع از شش دانگ یکباب خانه و محوطه پلاک نمره ۳۰۴۹ واقعه در محله شاهآباد ناحیه ۹ ملکی آقای اسمعیل خان که طبق ماده ۳۴ حراج میشود روز ۲۹ آبان ۱۳۱۳ ساعت ۳ قبل از ظهر در دایره اجرا در اداره ثبت میرود و حراج از مبلغ شش هزار و هشتصد ریال شروع خواهد شد تاریخ انتشار ۱۹ مهرماه ۱۳۱۳ رئیس ثبت مرحله رحمن علی: [36, 894, 323, 1012]
- realestate-header: مبلغ شروع حراج: [597, 155, 693, 172]
- realestate-cell: ۳۳۶۰: [597, 328, 693, 354]
- calendar-cell: مسیحی میلادی: [469, 1459, 589, 1482]
- realestate-cell: ۳۴۴۶: [1443, 458, 1502, 484]
- ad-b4-no: نمره اعلان ۲۱۸۴ ۸ - ۳ رحمن مکی: [336, 876, 496, 889]
- price-lines: [33, 1855, 265, 1927]
- realestate-cell: -: [812, 302, 881, 328]
- movable-header: نمره حساب: [1362, 611, 1461, 628]
- realestate-cell: ۴ ساعت بظهر ۲۱ آبان ۱۳: [693, 328, 812, 354]
- ad-c3-title: اعلان: [1137, 925, 1201, 953]
- realestate-cell: سنگلج کوچه شهابی: [1191, 406, 1317, 432]
- pharmacy-cell: گلشن: [180, 1549, 274, 1571]
- pharmacy-cell: ۱: [274, 1461, 325, 1483]
- realestate-cell: عصمت الملوک خانم: [1075, 328, 1190, 354]
- table-row: [33, 1593, 326, 1615]
- realestate-cell: ۳دانگ‌از۶دانگ‌ملکی‌اعیونی: [1316, 172, 1443, 198]
- temperature-cell: ۱۳ بالای صفر: [417, 1732, 501, 1753]
- movable-cell: یکدستگاه اتومبیل اطاقی شهری: [1147, 628, 1362, 645]
- pharmacy-cell: امامزاده یحیی: [33, 1593, 181, 1615]
- realestate-cell: -: [812, 328, 881, 354]
- ad-a2-body: سه دانگ مشاع از ششدانگ یکبابخانه پلاک نمره ۱۹۰۶ واقعه در محله مرح آباد ناحیه ۸ شهر ملایر کوچه مولوی ملکی آقای میرزا جواد خان که طبق مقررات واقع در ناحیه ۸ بتاریخ ۱۴ بلوک ۱۳۱۳ ساعت ۳ قبل از ظهر در اداره ثبت مرکز برده میشود کسانیکه خریدار باشند بمحل مذکور حاضر و حراج از مبلغ دویست و شصت ریال شروع خواهد شد رئیس ثبت ملایر جواهری: [36, 510, 323, 613]
- ad-b4-body: تمامی نصف مشاع از ششدانگ یکقطعه سر بلاک نمره ۱۹۰۱ واقعه در شهر دراق باغ باجی ناحیه ۲ مراغه ملکی آقای کربلائی یوسف غفاری که بثبت رسیده در روز سیم آبانماه ۱۳۱۳ ساعت چهار قبل از ظهر در دایره ثبت مراغه بمزایده گذارده میشود و حراج از مبلغ چهارصد و چهل ریال شروع خواهد شد - تاریخ انتشار بیستم مهرماه ۱۳۱۳ رئیس دائره ثبت مراغه: [336, 754, 586, 872]
- paper-name: اطلاعات: [731, 45, 794, 64]
- realestate-cell: ۲۷۵۶: [1502, 458, 1572, 484]
- table-row: [597, 328, 1573, 354]
- table-row: [33, 1571, 326, 1593]
- movable-cell: گاراژ قوی: [884, 628, 972, 645]
- movable-header: مالک: [972, 611, 1147, 628]
- realestate-cell: ۳ ساعت بظهر ۲۳ آبان ۱۳: [693, 380, 812, 406]
